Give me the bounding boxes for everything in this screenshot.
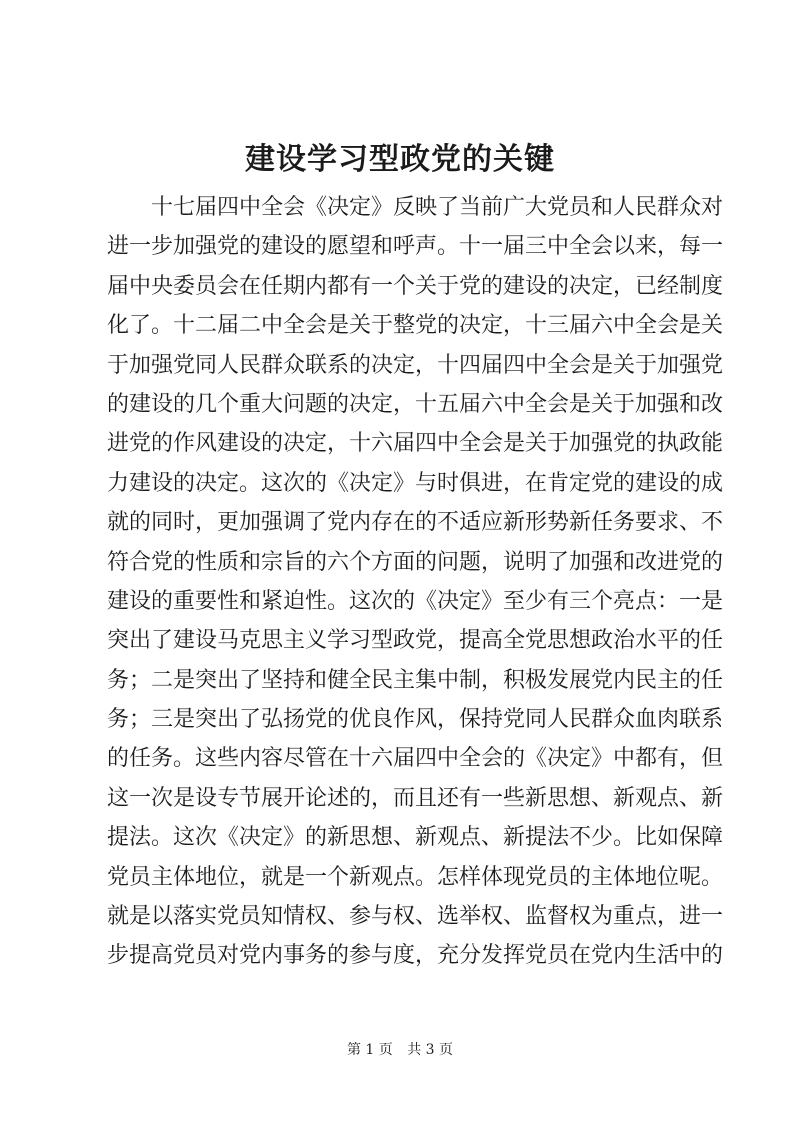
text-line: 进党的作风建设的决定，十六届四中全会是关于加强党的执政能 [107, 431, 724, 457]
text-line: 党员主体地位，就是一个新观点。怎样体现党员的主体地位呢。 [107, 864, 724, 890]
text-line: 建设的重要性和紧迫性。这次的《决定》至少有三个亮点：一是 [107, 588, 724, 614]
text-line: 于加强党同人民群众联系的决定，十四届四中全会是关于加强党 [107, 352, 724, 378]
text-line: 的建设的几个重大问题的决定，十五届六中全会是关于加强和改 [107, 391, 724, 417]
text-line: 提法。这次《决定》的新思想、新观点、新提法不少。比如保障 [107, 825, 724, 851]
text-line: 就的同时，更加强调了党内存在的不适应新形势新任务要求、不 [107, 510, 724, 536]
text-line: 就是以落实党员知情权、参与权、选举权、监督权为重点，进一 [107, 904, 724, 930]
text-line: 务；二是突出了坚持和健全民主集中制，积极发展党内民主的任 [107, 667, 724, 693]
text-line: 十七届四中全会《决定》反映了当前广大党员和人民群众对 [151, 195, 724, 220]
document-title: 建设学习型政党的关键 [245, 142, 555, 177]
text-line: 进一步加强党的建设的愿望和呼声。十一届三中全会以来，每一 [107, 234, 724, 260]
text-line: 的任务。这些内容尽管在十六届四中全会的《决定》中都有，但 [107, 746, 724, 772]
text-line: 突出了建设马克思主义学习型政党，提高全党思想政治水平的任 [107, 628, 724, 654]
text-line: 这一次是设专节展开论述的，而且还有一些新思想、新观点、新 [107, 785, 724, 811]
body-paragraph [107, 188, 724, 976]
text-line: 务；三是突出了弘扬党的优良作风，保持党同人民群众血肉联系 [107, 707, 724, 733]
text-line: 力建设的决定。这次的《决定》与时俱进，在肯定党的建设的成 [107, 470, 724, 496]
text-line: 步提高党员对党内事务的参与度，充分发挥党员在党内生活中的 [107, 943, 724, 969]
text-line: 化了。十二届二中全会是关于整党的决定，十三届六中全会是关 [107, 313, 724, 339]
page-number: 第 1 页 [346, 1042, 393, 1058]
text-line: 届中央委员会在任期内都有一个关于党的建设的决定，已经制度 [107, 273, 724, 299]
page-total: 共 3 页 [407, 1042, 454, 1058]
text-line: 符合党的性质和宗旨的六个方面的问题，说明了加强和改进党的 [107, 549, 724, 575]
page-footer [0, 1040, 800, 1060]
